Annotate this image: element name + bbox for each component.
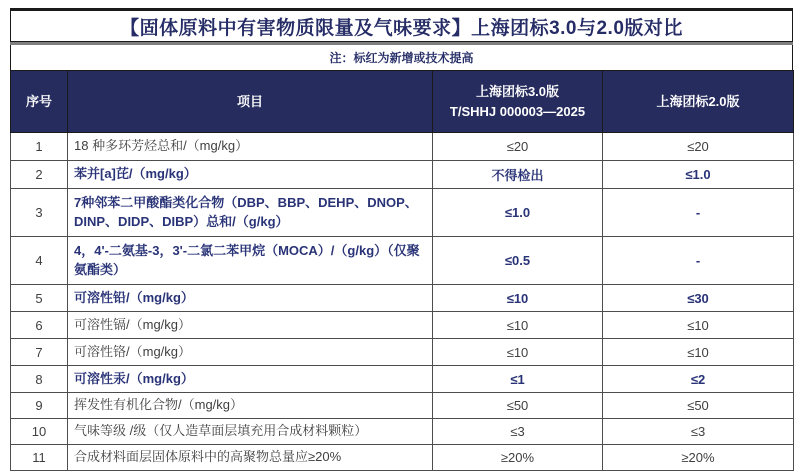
row-serial-no: 11 bbox=[11, 445, 68, 471]
table-row bbox=[11, 419, 794, 445]
row-value-2-0: - bbox=[603, 237, 794, 285]
row-value-3-0: ≤50 bbox=[433, 393, 603, 419]
header-standard-2-0: 上海团标2.0版 bbox=[603, 71, 794, 133]
header-standard-3-0 bbox=[433, 71, 603, 133]
table-row bbox=[11, 366, 794, 393]
table-row bbox=[11, 189, 794, 237]
row-value-2-0: ≤30 bbox=[603, 285, 794, 312]
row-item-name: 可溶性镉/（mg/kg） bbox=[68, 312, 433, 339]
row-item-name: 合成材料面层固体原料中的高聚物总量应≥20% bbox=[68, 445, 433, 471]
row-item-name: 18 种多环芳烃总和/（mg/kg） bbox=[68, 133, 433, 161]
row-value-3-0: ≤1.0 bbox=[433, 189, 603, 237]
row-value-2-0: ≤1.0 bbox=[603, 161, 794, 189]
row-item-name: 苯并[a]芘/（mg/kg） bbox=[68, 161, 433, 189]
table-header bbox=[11, 71, 794, 133]
table-row bbox=[11, 285, 794, 312]
table-row bbox=[11, 237, 794, 285]
row-value-2-0: ≤10 bbox=[603, 339, 794, 366]
table-row bbox=[11, 312, 794, 339]
row-serial-no: 5 bbox=[11, 285, 68, 312]
row-serial-no: 10 bbox=[11, 419, 68, 445]
row-serial-no: 1 bbox=[11, 133, 68, 161]
header-serial-no: 序号 bbox=[11, 71, 68, 133]
legend-note: 注：标红为新增或技术提高 bbox=[329, 51, 474, 65]
header-standard-3-0-name: 上海团标3.0版 bbox=[475, 84, 560, 99]
row-item-name: 可溶性汞/（mg/kg） bbox=[68, 366, 433, 393]
row-serial-no: 8 bbox=[11, 366, 68, 393]
row-value-3-0: 不得检出 bbox=[433, 161, 603, 189]
table-row bbox=[11, 133, 794, 161]
row-serial-no: 2 bbox=[11, 161, 68, 189]
table-row bbox=[11, 445, 794, 471]
table-row bbox=[11, 339, 794, 366]
row-value-3-0: ≤20 bbox=[433, 133, 603, 161]
row-item-name: 可溶性铅/（mg/kg） bbox=[68, 285, 433, 312]
comparison-table bbox=[10, 70, 794, 471]
table-row bbox=[11, 161, 794, 189]
row-value-2-0: ≤10 bbox=[603, 312, 794, 339]
row-value-2-0: ≥20% bbox=[603, 445, 794, 471]
page-title: 【固体原料中有害物质限量及气味要求】上海团标3.0与2.0版对比 bbox=[120, 17, 683, 39]
row-value-3-0: ≥20% bbox=[433, 445, 603, 471]
row-value-3-0: ≤0.5 bbox=[433, 237, 603, 285]
row-value-3-0: ≤10 bbox=[433, 312, 603, 339]
row-item-name: 挥发性有机化合物/（mg/kg） bbox=[68, 393, 433, 419]
title-bar bbox=[10, 8, 793, 42]
header-item: 项目 bbox=[68, 71, 433, 133]
row-value-3-0: ≤1 bbox=[433, 366, 603, 393]
row-value-2-0: - bbox=[603, 189, 794, 237]
row-item-name: 气味等级 /级（仅人造草面层填充用合成材料颗粒） bbox=[68, 419, 433, 445]
row-value-3-0: ≤10 bbox=[433, 285, 603, 312]
row-serial-no: 4 bbox=[11, 237, 68, 285]
row-item-name: 4，4'-二氨基-3，3'-二氯二苯甲烷（MOCA）/（g/kg）（仅聚氨酯类） bbox=[68, 237, 433, 285]
note-bar bbox=[10, 45, 793, 70]
row-serial-no: 7 bbox=[11, 339, 68, 366]
row-item-name: 可溶性铬/（mg/kg） bbox=[68, 339, 433, 366]
row-serial-no: 6 bbox=[11, 312, 68, 339]
row-value-2-0: ≤2 bbox=[603, 366, 794, 393]
table-row bbox=[11, 393, 794, 419]
header-standard-3-0-code: T/SHHJ 000003—2025 bbox=[449, 103, 586, 119]
comparison-sheet bbox=[10, 8, 793, 471]
row-value-2-0: ≤20 bbox=[603, 133, 794, 161]
row-serial-no: 3 bbox=[11, 189, 68, 237]
row-value-3-0: ≤3 bbox=[433, 419, 603, 445]
row-value-2-0: ≤3 bbox=[603, 419, 794, 445]
row-serial-no: 9 bbox=[11, 393, 68, 419]
row-item-name: 7种邻苯二甲酸酯类化合物（DBP、BBP、DEHP、DNOP、DINP、DIDP、DIBP）总和/（g/kg） bbox=[68, 189, 433, 237]
row-value-2-0: ≤50 bbox=[603, 393, 794, 419]
table-body bbox=[11, 133, 794, 471]
row-value-3-0: ≤10 bbox=[433, 339, 603, 366]
